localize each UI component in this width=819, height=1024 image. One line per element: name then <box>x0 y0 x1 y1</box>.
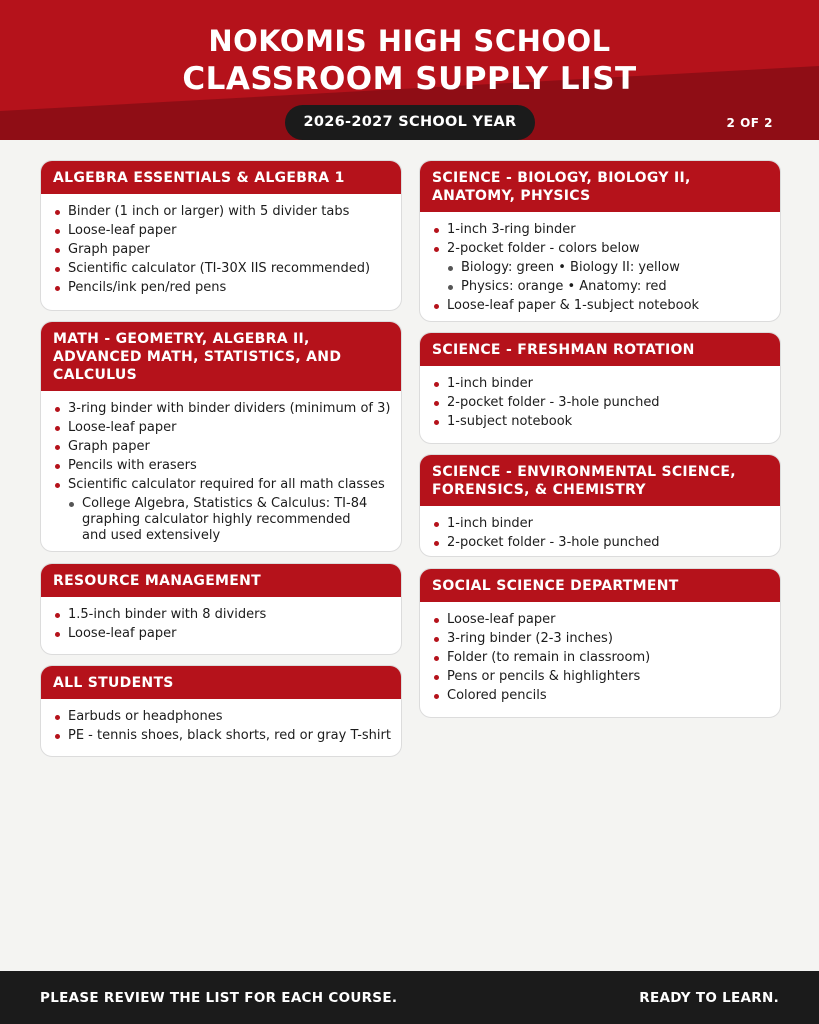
list-item: Loose-leaf paper <box>41 418 401 437</box>
bullet-icon <box>55 734 60 739</box>
bullet-icon <box>434 304 439 309</box>
list-item: Loose-leaf paper & 1-subject notebook <box>420 296 780 315</box>
bullet-icon <box>434 420 439 425</box>
page-header <box>0 0 819 140</box>
page-number: 2 OF 2 <box>726 116 773 130</box>
bullet-icon <box>434 401 439 406</box>
list-item: Loose-leaf paper <box>420 610 780 629</box>
bullet-icon <box>69 502 74 507</box>
bullet-icon <box>55 445 60 450</box>
card-title: ALGEBRA ESSENTIALS & ALGEBRA 1 <box>41 161 401 194</box>
supply-list <box>41 597 401 643</box>
bullet-icon <box>434 228 439 233</box>
list-item: PE - tennis shoes, black shorts, red or gray T-shirt <box>41 726 401 745</box>
bullet-icon <box>55 229 60 234</box>
list-item: Pencils/ink pen/red pens <box>41 278 401 297</box>
card-science-freshman <box>419 332 781 444</box>
list-item: 1-subject notebook <box>420 412 780 431</box>
card-title: RESOURCE MANAGEMENT <box>41 564 401 597</box>
bullet-icon <box>55 286 60 291</box>
card-math <box>40 321 402 552</box>
card-all-students <box>40 665 402 757</box>
card-title: ALL STUDENTS <box>41 666 401 699</box>
bullet-icon <box>434 694 439 699</box>
bullet-icon <box>434 541 439 546</box>
list-item: 3-ring binder (2-3 inches) <box>420 629 780 648</box>
sub-list-item: Biology: green • Biology II: yellow <box>420 258 780 277</box>
list-item: Loose-leaf paper <box>41 221 401 240</box>
list-item: 2-pocket folder - 3-hole punched <box>420 393 780 412</box>
list-item: Binder (1 inch or larger) with 5 divider tabs <box>41 202 401 221</box>
bullet-icon <box>55 483 60 488</box>
card-science-environmental <box>419 454 781 557</box>
list-item: 1.5-inch binder with 8 dividers <box>41 605 401 624</box>
sub-list-item: Physics: orange • Anatomy: red <box>420 277 780 296</box>
list-item: Loose-leaf paper <box>41 624 401 643</box>
sub-list-item: College Algebra, Statistics & Calculus: TI-84 graphing calculator highly recommended and used extensively <box>41 494 401 545</box>
list-item: Graph paper <box>41 437 401 456</box>
school-year-badge: 2026-2027 SCHOOL YEAR <box>285 105 535 140</box>
bullet-icon <box>55 426 60 431</box>
supply-list <box>41 699 401 745</box>
list-item: 1-inch binder <box>420 374 780 393</box>
list-item: Folder (to remain in classroom) <box>420 648 780 667</box>
bullet-icon <box>55 407 60 412</box>
bullet-icon <box>434 522 439 527</box>
list-item: Pens or pencils & highlighters <box>420 667 780 686</box>
bullet-icon <box>55 632 60 637</box>
card-science-biology <box>419 160 781 322</box>
supply-list <box>420 506 780 552</box>
list-item: Graph paper <box>41 240 401 259</box>
list-item: 1-inch binder <box>420 514 780 533</box>
school-name: NOKOMIS HIGH SCHOOL <box>208 24 611 58</box>
bullet-icon <box>55 715 60 720</box>
list-item: Colored pencils <box>420 686 780 705</box>
supply-list <box>41 391 401 545</box>
card-title: SOCIAL SCIENCE DEPARTMENT <box>420 569 780 602</box>
bullet-icon <box>55 267 60 272</box>
list-item: Earbuds or headphones <box>41 707 401 726</box>
supply-list <box>420 366 780 431</box>
list-item: 2-pocket folder - 3-hole punched <box>420 533 780 552</box>
supply-list <box>420 602 780 705</box>
bullet-icon <box>55 464 60 469</box>
card-algebra <box>40 160 402 311</box>
supply-list <box>420 212 780 315</box>
card-title: SCIENCE - BIOLOGY, BIOLOGY II, ANATOMY, PHYSICS <box>420 161 780 212</box>
bullet-icon <box>434 656 439 661</box>
list-item: 3-ring binder with binder dividers (minimum of 3) <box>41 399 401 418</box>
bullet-icon <box>434 382 439 387</box>
page-footer <box>0 971 819 1024</box>
list-item: 2-pocket folder - colors below <box>420 239 780 258</box>
card-title: MATH - GEOMETRY, ALGEBRA II, ADVANCED MATH, STATISTICS, AND CALCULUS <box>41 322 401 391</box>
list-item: Scientific calculator required for all math classes <box>41 475 401 494</box>
bullet-icon <box>55 248 60 253</box>
card-title: SCIENCE - FRESHMAN ROTATION <box>420 333 780 366</box>
bullet-icon <box>434 637 439 642</box>
list-item: Scientific calculator (TI-30X IIS recommended) <box>41 259 401 278</box>
bullet-icon <box>448 285 453 290</box>
bullet-icon <box>434 618 439 623</box>
card-resource-management <box>40 563 402 655</box>
footer-note: PLEASE REVIEW THE LIST FOR EACH COURSE. <box>40 990 398 1006</box>
bullet-icon <box>434 247 439 252</box>
list-item: Pencils with erasers <box>41 456 401 475</box>
bullet-icon <box>55 210 60 215</box>
bullet-icon <box>434 675 439 680</box>
bullet-icon <box>448 266 453 271</box>
card-social-science <box>419 568 781 718</box>
card-title: SCIENCE - ENVIRONMENTAL SCIENCE, FORENSICS, & CHEMISTRY <box>420 455 780 506</box>
supply-list <box>41 194 401 297</box>
list-item: 1-inch 3-ring binder <box>420 220 780 239</box>
page-title: CLASSROOM SUPPLY LIST <box>182 61 637 97</box>
footer-tagline: READY TO LEARN. <box>639 990 779 1006</box>
bullet-icon <box>55 613 60 618</box>
